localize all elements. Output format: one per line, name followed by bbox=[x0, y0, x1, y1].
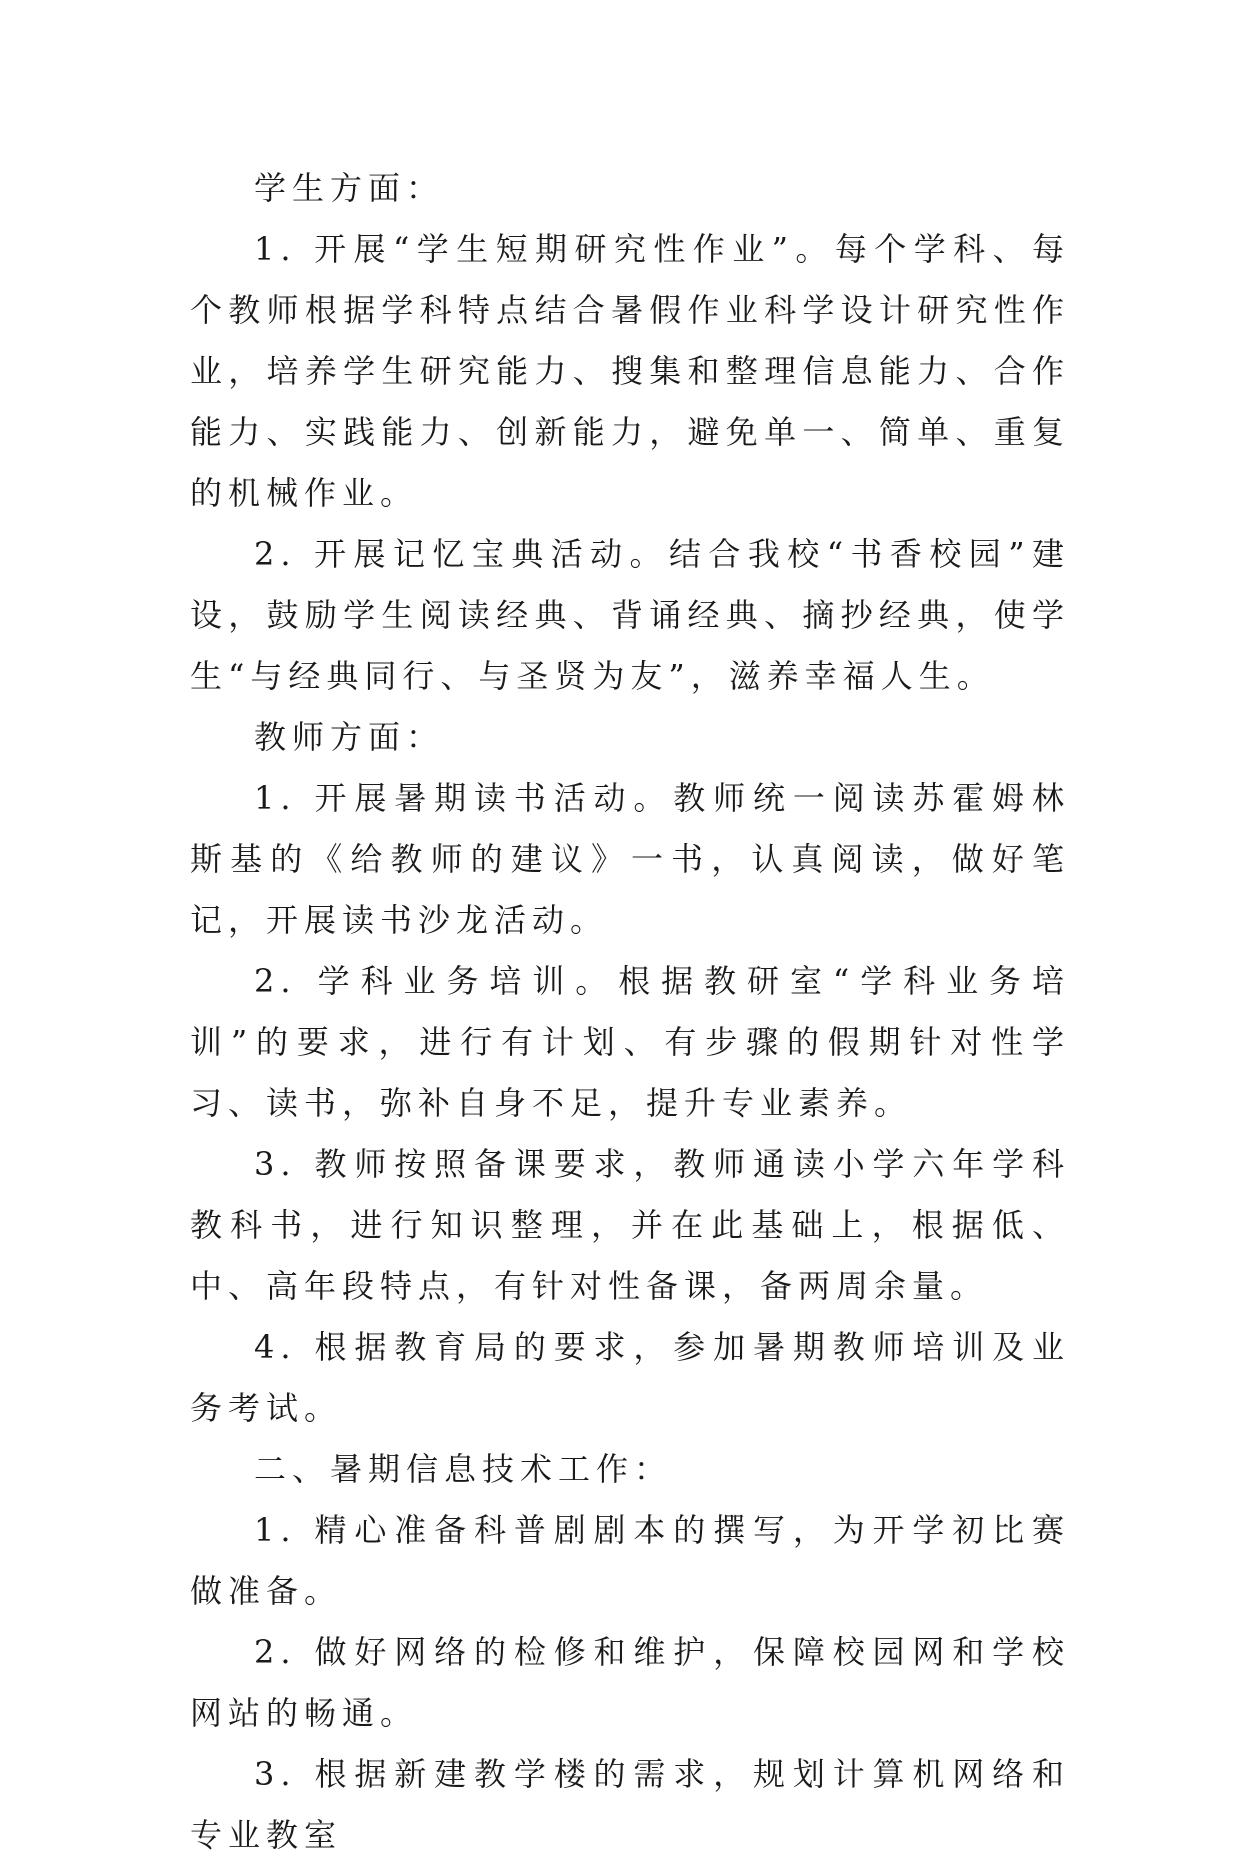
paragraph-student-item-2: 2. 开展记忆宝典活动。结合我校“书香校园”建设，鼓励学生阅读经典、背诵经典、摘抄经典，使学生“与经典同行、与圣贤为友”，滋养幸福人生。 bbox=[190, 535, 1070, 695]
section-heading-students: 学生方面： bbox=[254, 169, 445, 207]
paragraph-it-item-1: 1. 精心准备科普剧剧本的撰写，为开学初比赛做准备。 bbox=[190, 1511, 1070, 1610]
paragraph-it-item-3: 3. 根据新建教学楼的需求，规划计算机网络和专业教室 bbox=[190, 1755, 1070, 1854]
paragraph-teacher-item-2: 2. 学科业务培训。根据教研室“学科业务培训”的要求，进行有计划、有步骤的假期针对性学习、读书，弥补自身不足，提升专业素养。 bbox=[190, 962, 1070, 1122]
paragraph-teacher-item-3: 3. 教师按照备课要求，教师通读小学六年学科教科书，进行知识整理，并在此基础上，根据低、中、高年段特点，有针对性备课，备两周余量。 bbox=[190, 1145, 1070, 1305]
paragraph-teacher-item-4: 4. 根据教育局的要求，参加暑期教师培训及业务考试。 bbox=[190, 1328, 1070, 1427]
section-heading-teachers: 教师方面： bbox=[254, 718, 445, 756]
section-heading-it-work: 二、暑期信息技术工作： bbox=[254, 1450, 673, 1488]
paragraph-teacher-item-1: 1. 开展暑期读书活动。教师统一阅读苏霍姆林斯基的《给教师的建议》一书，认真阅读，做好笔记，开展读书沙龙活动。 bbox=[190, 779, 1070, 939]
paragraph-student-item-1: 1. 开展“学生短期研究性作业”。每个学科、每个教师根据学科特点结合暑假作业科学设计研究性作业，培养学生研究能力、搜集和整理信息能力、合作能力、实践能力、创新能力，避免单一、简单、重复的机械作业。 bbox=[190, 230, 1070, 512]
document-body bbox=[190, 158, 1070, 1866]
paragraph-it-item-2: 2. 做好网络的检修和维护，保障校园网和学校网站的畅通。 bbox=[190, 1633, 1070, 1732]
